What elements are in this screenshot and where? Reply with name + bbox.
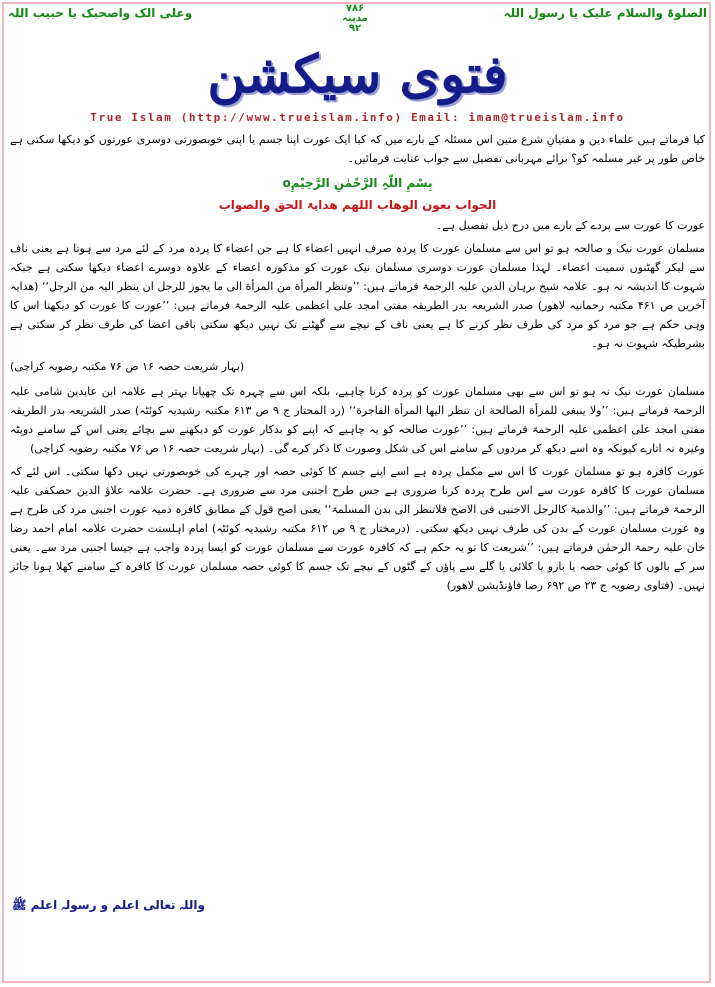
page-title: فتوی سیکشن xyxy=(207,44,508,105)
header-number-top: ۷۸۶ xyxy=(345,3,365,14)
fatwa-content xyxy=(10,130,705,599)
header-salutation-right: الصلوۃ والسلام علیک یا رسول اللہ xyxy=(503,6,707,20)
answer-paragraph-4: عورت کافرہ ہو تو مسلمان عورت کا اس سے مکمل پردہ ہے اسے اپنے جسم کا کوئی حصہ اور چہرے کی خوبصورتی نہیں دکھا سکتی۔ اس لئے کہ مسلمان عورت کا کافرہ عورت سے اس طرح پردہ کرنا ضروری ہے جس طرح اجنبی مرد سے ضروری ہے۔ حضرت علامہ علاؤ الدین حصکفی علیہ الرحمۃ فرماتے ہیں: ’’والذمیۃ کالرجل الاجنبی فی الاصح فلاتنظر الی بدن المسلمۃ‘‘ یعنی اصح قول کے مطابق کافرہ ذمیہ عورت اجنبی مرد کی طرح ہے وہ عورت مسلمان عورت کے بدن کی طرف نہیں دیکھ سکتی۔ (درمختار ج ۹ ص ۶۱۲ مکتبہ رشیدیہ کوئٹہ) امام اہلسنت حضرت علامہ امام احمد رضا خان علیہ رحمۃ الرحمٰن فرماتے ہیں: ’’شریعت کا تو یہ حکم ہے کہ کافرہ عورت سے مسلمان عورت کو ایسا پردہ واجب ہے جیسا اجنبی مرد سے۔ یعنی سر کے بالوں کا کوئی حصہ یا بازو یا کلائی یا گلے سے پاؤں کے گٹوں کے نیچے تک جسم کا کوئی حصہ مسلمان عورت کا کافرہ کے سامنے کھلا ہونا جائز نہیں۔ (فتاوی رضویہ ج ۲۳ ص ۶۹۲ رضا فاؤنڈیشن لاھور) xyxy=(10,465,705,592)
header-number-middle: مدینہ xyxy=(342,13,368,24)
answer-paragraph-1: عورت کا عورت سے پردے کے بارے میں درج ذیل تفصیل ہے۔ xyxy=(435,219,705,232)
header-number-bottom: ۹۲ xyxy=(348,23,362,34)
question-text: کیا فرماتے ہیں علماء دین و مفتیانِ شرع متین اس مسئلہ کے بارے میں کہ کیا ایک عورت اپنا جسم یا اپنی خوبصورتی دوسری عورتوں کو دیکھا سکتی ہے خاص طور پر غیر مسلمہ کو؟ برائے مہربانی تفصیل سے جواب عنایت فرمائیں۔ xyxy=(10,133,705,165)
bismillah: بِسْمِ اللّٰہِ الرَّحْمٰنِ الرَّحِیْمِo xyxy=(282,176,433,190)
header-number-block xyxy=(330,4,380,34)
answer-paragraph-3: مسلمان عورت نیک نہ ہو تو اس سے بھی مسلمان عورت کو پردہ کرنا چاہیے، بلکہ اس سے چہرہ تک چھپانا بہتر ہے علامہ ابن عابدین شامی علیہ الرحمۃ فرماتے ہیں: ’’ولا ینبغی للمرأة الصالحة ان تنظر الیھا المرأة الفاجرة‘‘ (رد المحتار ج ۹ ص ۶۱۳ مکتبہ رشیدیہ کوئٹہ) صدر الشریعہ بدر الطریقہ مفتی امجد علی اعظمی علیہ الرحمۃ فرماتے ہیں: ’’عورت صالحہ کو یہ چاہیے کہ اپنے کو بدکار عورت کو دیکھنے سے بچائے یعنی اس کے سامنے دوپٹہ وغیرہ نہ اتارے کیونکہ وہ اسے دیکھ کر مردوں کے سامنے اس کی شکل وصورت کا ذکر کرے گی۔ (بہار شریعت حصہ ۱۶ ص ۷۶ مکتبہ رضویہ کراچی) xyxy=(10,385,705,455)
answer-paragraph-2: مسلمان عورت نیک و صالحہ ہو تو اس سے مسلمان عورت کا پردہ صرف انہیں اعضاء کا ہے جن اعضاء کا پردہ مرد کے لئے مرد سے ہوتا ہے یعنی ناف سے لیکر گھٹنوں سمیت اعضاء۔ لہذا مسلمان عورت دوسری مسلمان نیک عورت کو مذکورہ اعضاء کے علاوہ دوسرے اعضاء دیکھا سکتی ہے جبکہ شہوت کا اندیشہ نہ ہو۔ علامہ شیخ برہان الدین علیہ الرحمۃ فرماتے ہیں: ’’وتنظر المرأة من المرأة الی ما یجوز للرجل ان ینظر الیہ من الرجل‘‘ (ھدایہ آخرین ص ۴۶۱ مکتبہ رحمانیہ لاھور) صدر الشریعہ بدر الطریقہ مفتی امجد علی اعظمی علیہ الرحمۃ فرماتے ہیں: ’’عورت کا عورت کو دیکھنا اس کا وہی حکم ہے جو مرد کو مرد کی طرف نظر کرنے کا ہے یعنی ناف کے نیچے سے گھٹنے تک نہیں دیکھ سکتی باقی اعضا کی طرف نظر کر سکتی ہے بشرطیکہ شہوت نہ ہو۔ xyxy=(10,242,705,350)
contact-line: True Islam (http://www.trueislam.info) Email: imam@trueislam.info xyxy=(90,111,625,124)
closing-line: واللہ تعالی اعلم و رسولہ اعلم ﷺ xyxy=(12,898,205,912)
answer-heading: الجواب بعون الوھاب اللھم ھدایۃ الحق والصواب xyxy=(218,198,497,212)
header-salutation-left: وعلی الک واصحبک یا حبیب اللہ xyxy=(8,6,193,20)
reference-bahar-shariat: (بہار شریعت حصہ ۱۶ ص ۷۶ مکتبہ رضویہ کراچی) xyxy=(10,360,245,373)
